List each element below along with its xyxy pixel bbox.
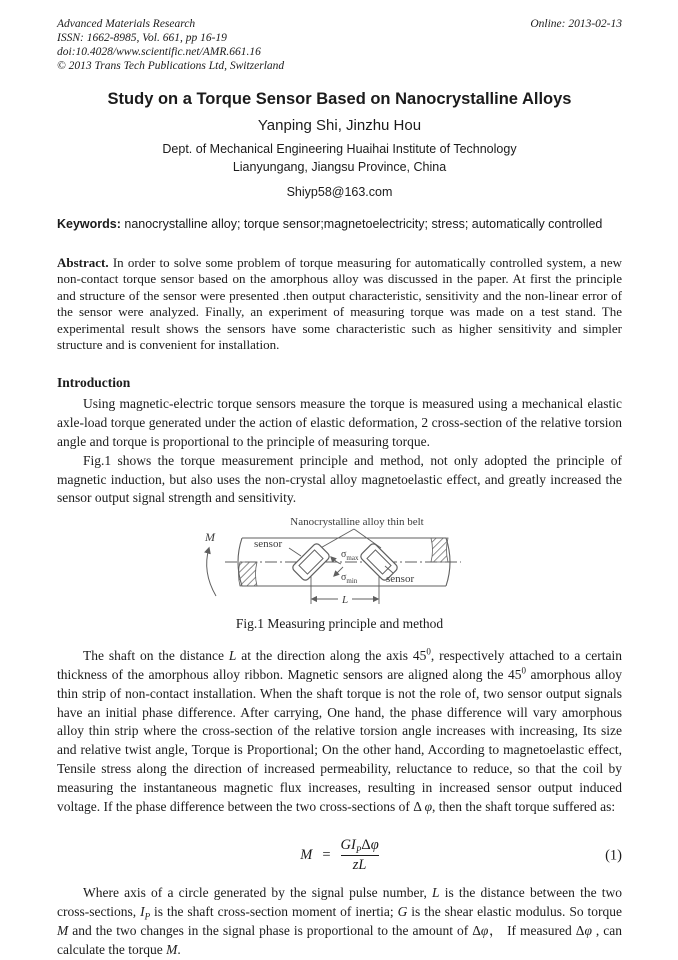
sensor-left [291,542,331,582]
belt-label: Nanocrystalline alloy thin belt [289,516,424,529]
equation-lhs: M [300,847,313,864]
intro-paragraph-1: Using magnetic-electric torque sensors measure the torque is measured using a mechanical elastic axle-load torque generated under the action of elastic deformation, 2 cross-section of the relative torsion angle and torque is proportional to the principle of measuring torque. [57,396,622,450]
torque-m-label: M [204,530,215,545]
journal-header [57,17,622,73]
paper-title: Study on a Torque Sensor Based on Nanocrystalline Alloys [107,90,572,108]
introduction-heading: Introduction [57,375,131,391]
abstract-text: In order to solve some problem of torque measuring for automatically controlled system, a new non-contact torque sensor based on the amorphous alloy was discussed in the paper. At first the principle and structure of the sensor were presented .then output characteristic, sensitivity and the non-linear error of the sensor were analyzed. Finally, an experiment of measuring torque was made on a test stand. The experimental result shows the sensors have some characteristic such as higher sensitivity and simpler structure and is convenient for installation. [57,255,622,353]
shaft-hatch-left [238,562,257,586]
keywords-line [57,217,622,231]
equation-denominator: zL [341,855,379,875]
journal-doi: doi:10.4028/www.scientific.net/AMR.661.16 [57,46,261,58]
belt-leader-left [317,529,354,550]
authors: Yanping Shi, Jinzhu Hou [257,117,422,134]
journal-header-left [57,17,284,73]
sensor-label-left: sensor [253,538,282,551]
email: Shiyp58@163.com [286,185,393,199]
sigma-max-label: $\sigma_{max}$ [340,549,358,563]
keywords-text: nanocrystalline alloy; torque sensor;magnetoelectricity; stress; automatically controlled [120,217,603,231]
abstract [57,255,622,353]
journal-name: Advanced Materials Research [57,18,196,30]
affiliation [57,140,622,176]
equation-numerator: $GI_P\Delta\varphi$ [340,837,379,856]
online-date: Online: 2013-02-13 [530,18,622,30]
sensor-label-right: sensor [385,573,414,586]
equation-1 [57,836,622,875]
equation-equals: = [322,847,331,864]
sigma-min-label: $\sigma_{min}$ [340,572,357,586]
dimension-l-label: L [341,594,348,607]
sensor-left-leader [289,548,301,556]
torque-principle-diagram [189,516,491,612]
affiliation-line1: Dept. of Mechanical Engineering Huaihai Institute of Technology [162,142,517,156]
body-paragraph-4: Where axis of a circle generated by the signal pulse number, L is the distance between the two cross-sections, $I_P$ is the shaft cross-section moment of inertia; G is the shear elastic modulus. So torque M and the two changes in the signal phase is proportional to the amount of Δφ， If measured Δφ , can calculate the torque M. [57,885,623,957]
abstract-label: Abstract. [57,255,109,270]
shaft-hatch-right [431,538,448,562]
figure-1 [57,516,622,612]
figure-caption: Fig.1 Measuring principle and method [235,616,444,632]
journal-issn: ISSN: 1662-8985, Vol. 661, pp 16-19 [57,32,227,44]
affiliation-line2: Lianyungang, Jiangsu Province, China [232,160,447,174]
journal-copyright: © 2013 Trans Tech Publications Ltd, Switzerland [57,60,285,72]
keywords-label: Keywords: [57,217,121,231]
body-paragraph-3: The shaft on the distance L at the direction along the axis $45^0$, respectively attached to a certain thickness of the amorphous alloy ribbon. Magnetic sensors are aligned along the $45^0$ amorphous alloy thin strip of non-contact installation. When the shaft torque is not the role of, two sensor output signals have an initial phase difference. After carrying, One hand, the phase difference will vary amorphous alloy thin strip where the cross-section of the relative torsion angle increases with increasing, Its size and relative twist angle, Torque is Proportional; On the other hand, According to magnetoelastic effect, Tensile stress along the direction of increased permeability, reluctance to reduce, so that the coil by measuring the instantaneous magnetic flux increases, resulting in increased sensor output induced voltage. If the phase difference between the two cross-sections of Δ φ, then the shaft torque suffered as: [57,646,623,814]
intro-paragraph-2: Fig.1 shows the torque measurement principle and method, not only adopted the principle of magnetic induction, but also uses the non-crystal alloy magnetoelastic effect, and greatly increased the sensor output signal strength and sensitivity. [57,452,622,506]
equation-number: (1) [605,847,622,864]
sigma-max-arrow [331,557,341,564]
torque-arrow [206,548,215,596]
equation-fraction [341,836,379,875]
